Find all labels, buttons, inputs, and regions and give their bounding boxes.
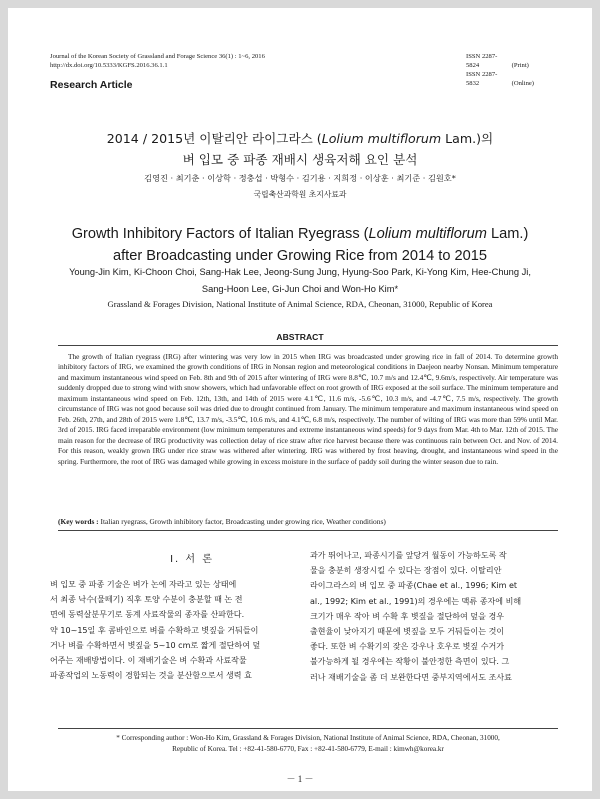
abstract-text: The growth of Italian ryegrass (IRG) after wintering was very low in 2015 when IRG was broadcasted under growing rice in fall of 2014. To determine growth inhibitory factors of IRG, we examined the growth conditions of IRG in Nonsan region and meteorological conditions in Daejeon nearby Nonsan. Minimum temperature and maximum instantaneous wind speed on Feb. 8th and 9th of 2015 after wintering of IRG were 8.8℃, 10.7 m/s and 12.4℃, 9.6m/s, respectively. Air temperature was suddenly dropped due to strong wind with snow showers, which had unfavorable effect on root growth of IRG exposed at the soil surface. The minimum temperature and maximum instantaneous wind speed on Feb. 12th, 13th, and 14th of 2015 were 4.1℃, 11.6 m/s, -5.6℃, 10.3 m/s, and -4.7℃, 7.5 m/s, respectively. The growth circumstance of IRG was not good because soil was dried due to drought continued from January. The minimum temperature and maximum instantaneous wind speed on Feb. 26th, 27th, and 28th of 2015 were 1.8℃, 13.7 m/s, -3.5℃, 10.6 m/s, and 4.1℃, 6.8 m/s, respectively. The number of wilting of IRG was more than 59% until Mar. 3rd of 2015. IRG faced irreparable environment (low minimum temperatures and extreme instantaneous wind speeds) for 9 days from Mar. 4th to Mar. 12th of 2015. The main reason for the decrease of IRG productivity was collection delay of rice straw after rice harvest because there was continuous rain between Oct. and Nov. of 2014. For this reason, weakly grown IRG under rice straw was withered after wintering. IRG was withered by frost heaving, drought, and instantaneous wind speed in the spring. Furthermore, the root of IRG was damaged while growing in excess moisture in the surface of paddy soil during the winter season due to rain. <box>58 352 558 466</box>
text-line: 서 최종 낙수(물떼기) 직후 토양 수분이 충분할 때 논 전 <box>50 595 243 605</box>
text-line: 어주는 재배방법이다. 이 재배기술은 벼 수확과 사료작물 <box>50 656 247 666</box>
doi-link[interactable]: http://dx.doi.org/10.5333/KGFS.2016.36.1.1 <box>50 62 168 69</box>
abstract-body <box>58 352 558 467</box>
text-line: 약 10~15일 후 콤바인으로 벼를 수확하고 볏짚을 거둬들이 <box>50 625 259 635</box>
text-line: 파종작업의 노동력이 경합되는 것을 분산함으로서 생력 효 <box>50 671 252 681</box>
text-line: al., 1992; Kim et al., 1991)의 경우에는 맥류 종자에 비해 <box>310 596 522 606</box>
english-title-pre: Growth Inhibitory Factors of Italian Ryegrass ( <box>71 226 369 242</box>
text-line: 좋다. 또한 벼 수확기의 잦은 강우나 호우로 볏짚 수거가 <box>310 642 505 652</box>
keywords <box>58 517 558 527</box>
page-number: － 1 － <box>286 774 314 784</box>
text-line: 크기가 매우 작아 벼 수확 후 볏짚을 절단하여 덮을 경우 <box>310 611 505 621</box>
keywords-list: Italian ryegrass, Growth inhibitory factor, Broadcasting under growing rice, Weather conditions) <box>98 517 386 526</box>
english-title-post: Lam.) <box>486 226 529 242</box>
text-line: 거나 벼를 수확하면서 볏짚을 5~10 cm로 짧게 절단하여 덮 <box>50 640 261 650</box>
footnote-rule <box>58 728 558 729</box>
korean-title-post: Lam.)의 <box>441 131 494 146</box>
issn-print-kind: (Print) <box>511 62 529 69</box>
issn-online-kind: (Online) <box>511 80 534 87</box>
paper-page <box>8 8 592 791</box>
text-line: 출현율이 낮아지기 때문에 볏짚을 모두 거둬들이는 것이 <box>310 627 505 637</box>
text-line: 과가 뛰어나고, 파종시기를 앞당겨 월동이 가능하도록 작 <box>310 551 507 560</box>
text-line: 물을 충분히 생장시킬 수 있다는 장점이 있다. 이탈리안 <box>310 566 502 576</box>
corresponding-author-footnote <box>58 733 558 754</box>
korean-title-line2: 벼 입모 중 파종 재배시 생육저해 요인 분석 <box>182 152 418 167</box>
korean-authors: 김영진 · 최기춘 · 이상학 · 정충섭 · 박형수 · 김기용 · 지희정 · 이상훈 · 최기준 · 김원호* <box>144 173 456 183</box>
text-line: 라이그라스의 벼 입모 중 파종(Chae et al., 1996; Kim et <box>310 581 518 591</box>
english-authors-line2: Sang-Hoon Lee, Gi-Jun Choi and Won-Ho Kim* <box>201 284 399 294</box>
journal-citation: Journal of the Korean Society of Grassland and Forage Science 36(1) : 1~6, 2016 <box>50 53 265 60</box>
english-title-line2: after Broadcasting under Growing Rice from 2014 to 2015 <box>113 248 487 264</box>
intro-right-column <box>310 548 546 685</box>
text-line: 불가능하게 될 경우에는 작황이 불안정한 측면이 있다. 그 <box>310 657 510 667</box>
issn-online: ISSN 2287-5832 <box>466 71 498 87</box>
korean-title-line1 <box>8 128 592 149</box>
intro-left-column <box>50 577 286 683</box>
korean-title-pre: 2014 / 2015년 이탈리안 라이그라스 ( <box>106 131 322 146</box>
issn-print: ISSN 2287-5824 <box>466 53 498 69</box>
english-title-species: Lolium multiflorum <box>368 226 487 242</box>
text-line: 러나 재배기술을 좀 더 보완한다면 중부지역에서도 조사료 <box>310 672 512 682</box>
english-authors-line1: Young-Jin Kim, Ki-Choon Choi, Sang-Hak Lee, Jeong-Sung Jung, Hyung-Soo Park, Ki-Yong Kim, Hee-Chung Ji, <box>69 267 531 277</box>
issn-block <box>466 52 556 88</box>
korean-affiliation: 국립축산과학원 초지사료과 <box>253 190 347 199</box>
journal-header <box>50 52 265 70</box>
text-line: 벼 입모 중 파종 기술은 벼가 논에 자라고 있는 상태에 <box>50 580 237 589</box>
text-line: 면에 동력살분무기로 동계 사료작물의 종자를 산파한다. <box>50 610 245 620</box>
keywords-label: (Key words : <box>58 517 99 526</box>
section-heading-intro: Ⅰ. 서 론 <box>170 554 214 565</box>
korean-title-species: Lolium multiflorum <box>321 131 442 146</box>
abstract-top-rule <box>58 345 558 346</box>
footnote-line2: Republic of Korea. Tel : +82-41-580-6770, Fax : +82-41-580-6779, E-mail : kimwh@korea.kr <box>172 744 444 753</box>
abstract-heading: ABSTRACT <box>276 332 324 342</box>
abstract-bottom-rule <box>58 530 558 531</box>
english-title-line1 <box>8 222 592 246</box>
english-affiliation: Grassland & Forages Division, National Institute of Animal Science, RDA, Cheonan, 31000, Republic of Korea <box>107 299 493 309</box>
footnote-line1: * Corresponding author : Won-Ho Kim, Grassland & Forages Division, National Institute of Animal Science, RDA, Cheonan, 31000, <box>116 734 500 742</box>
article-type: Research Article <box>50 79 133 91</box>
